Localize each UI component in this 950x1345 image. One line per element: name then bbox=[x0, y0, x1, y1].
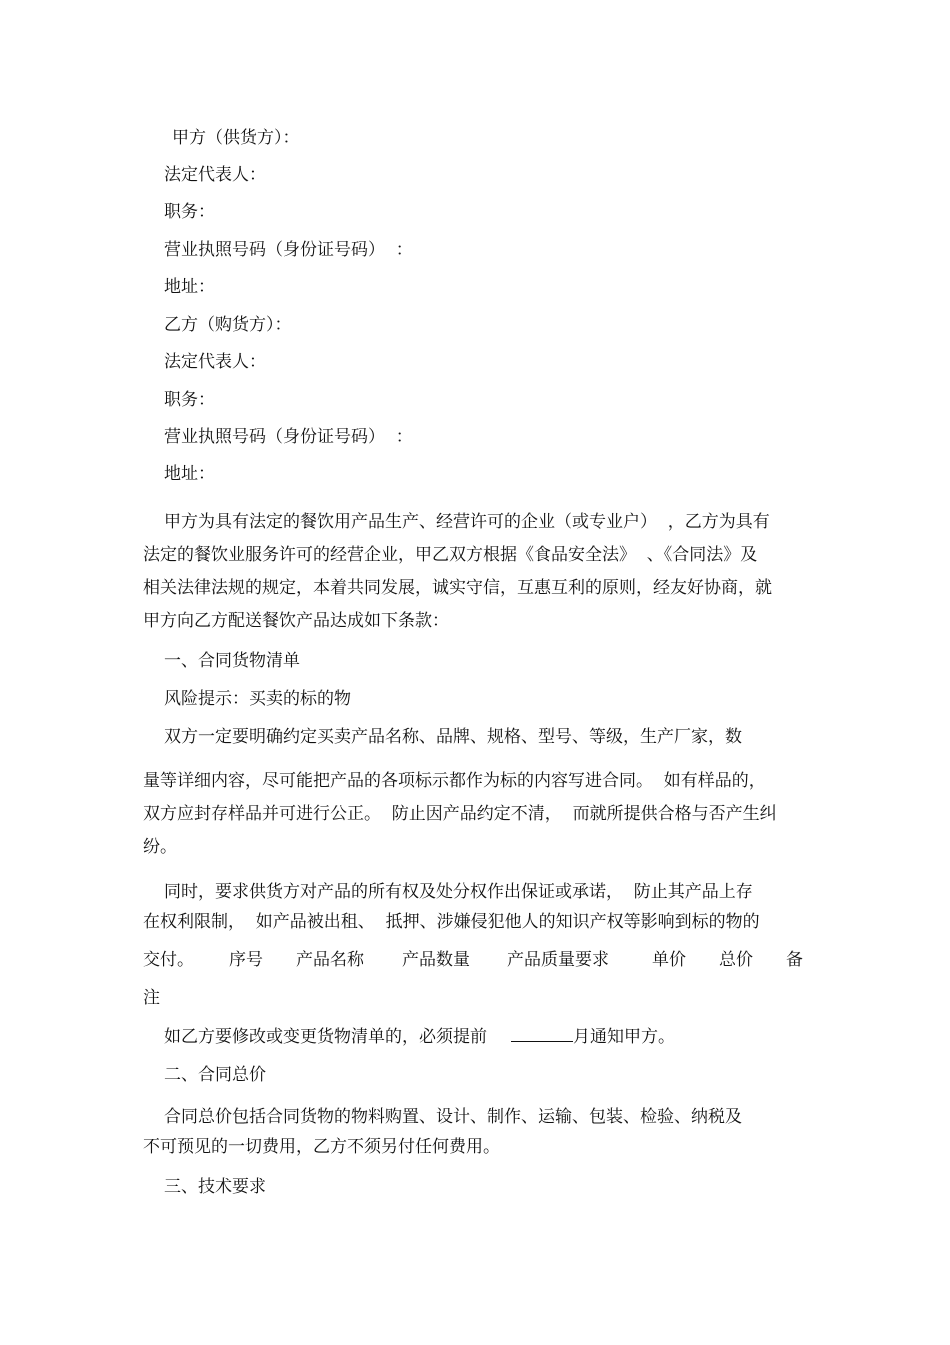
party-a-position: 职务： bbox=[164, 202, 215, 222]
preamble-line: 相关法律法规的规定，本着共同发展，诚实守信，互惠互利的原则，经友好协商，就 bbox=[143, 578, 772, 598]
table-header-cell: 产品名称 bbox=[296, 950, 364, 970]
modify-notice bbox=[164, 1025, 675, 1047]
party-b-address: 地址： bbox=[164, 464, 215, 484]
party-b-license: 营业执照号码（身份证号码） ： bbox=[164, 427, 413, 447]
modify-suffix: 月通知甲方。 bbox=[573, 1027, 675, 1047]
party-a-rep: 法定代表人： bbox=[164, 165, 266, 185]
section-1-para2-end: 交付。 bbox=[143, 950, 194, 970]
section-1-para-line: 量等详细内容，尽可能把产品的各项标示都作为标的内容写进合同。 如有样品的， bbox=[143, 771, 766, 791]
table-header-wrap: 注 bbox=[143, 988, 160, 1008]
preamble-line: 甲方向乙方配送餐饮产品达成如下条款： bbox=[143, 611, 449, 631]
modify-prefix: 如乙方要修改或变更货物清单的，必须提前 bbox=[164, 1027, 487, 1047]
section-1-para2-line: 在权利限制， 如产品被出租、 抵押、涉嫌侵犯他人的知识产权等影响到标的物的 bbox=[143, 912, 760, 932]
section-2-line: 合同总价包括合同货物的物料购置、设计、制作、运输、包装、检验、纳税及 bbox=[164, 1107, 742, 1127]
party-a-address: 地址： bbox=[164, 277, 215, 297]
table-header-cell: 产品质量要求 bbox=[507, 950, 609, 970]
table-header-cell: 备 bbox=[786, 950, 803, 970]
section-1-para-line: 双方一定要明确约定买卖产品名称、品牌、规格、型号、等级，生产厂家，数 bbox=[164, 727, 742, 747]
party-b-position: 职务： bbox=[164, 390, 215, 410]
blank-months bbox=[511, 1025, 573, 1042]
party-b-rep: 法定代表人： bbox=[164, 352, 266, 372]
preamble-line: 法定的餐饮业服务许可的经营企业，甲乙双方根据《食品安全法》 、《合同法》及 bbox=[143, 545, 758, 565]
section-1-para-line: 双方应封存样品并可进行公正。 防止因产品约定不清， 而就所提供合格与否产生纠 bbox=[143, 804, 777, 824]
preamble-line: 甲方为具有法定的餐饮用产品生产、经营许可的企业（或专业户） ，乙方为具有 bbox=[164, 512, 770, 532]
party-a-title: 甲方（供货方）： bbox=[172, 128, 300, 148]
table-header-cell: 总价 bbox=[719, 950, 753, 970]
party-a-license: 营业执照号码（身份证号码） ： bbox=[164, 240, 413, 260]
section-1-para-line: 纷。 bbox=[143, 837, 177, 857]
table-header-cell: 产品数量 bbox=[402, 950, 470, 970]
section-1-heading: 一、合同货物清单 bbox=[164, 651, 300, 671]
table-header-cell: 单价 bbox=[652, 950, 686, 970]
party-b-title: 乙方（购货方）： bbox=[164, 315, 292, 335]
risk-note: 风险提示：买卖的标的物 bbox=[164, 689, 351, 709]
section-2-line: 不可预见的一切费用，乙方不须另付任何费用。 bbox=[143, 1137, 500, 1157]
section-1-para2-line: 同时，要求供货方对产品的所有权及处分权作出保证或承诺， 防止其产品上存 bbox=[164, 882, 753, 902]
table-header-cell: 序号 bbox=[229, 950, 263, 970]
section-3-heading: 三、技术要求 bbox=[164, 1177, 266, 1197]
section-2-heading: 二、合同总价 bbox=[164, 1065, 266, 1085]
